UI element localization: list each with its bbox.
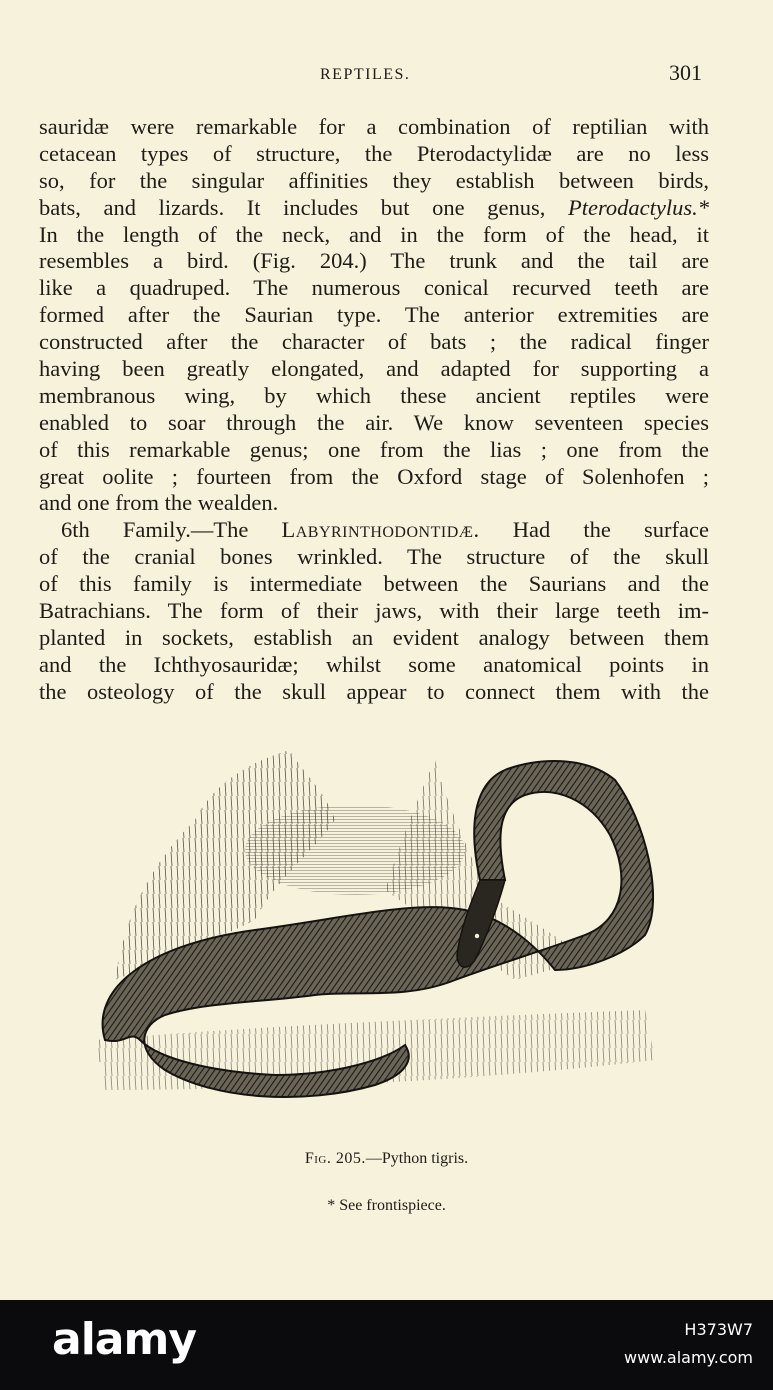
figure-caption [0, 1150, 773, 1168]
python-eye [475, 934, 479, 938]
text-line: Batrachians. The form of their jaws, with their large teeth im- [39, 598, 709, 624]
text-segment: Had the surface [512, 517, 709, 543]
stock-logo: alamy [52, 1314, 196, 1365]
running-head: REPTILES. [320, 66, 411, 83]
text-line: membranous wing, by which these ancient reptiles were [39, 382, 709, 408]
text-line: having been greatly elongated, and adapted for supporting a [39, 356, 709, 382]
text-line: so, for the singular affinities they establish between birds, [39, 167, 709, 193]
stock-watermark-bar [0, 1300, 773, 1390]
text-line: of the cranial bones wrinkled. The structure of the skull [39, 544, 709, 570]
text-line: the osteology of the skull appear to connect them with the [39, 678, 709, 704]
text-line: sauridæ were remarkable for a combination of reptilian with [39, 114, 709, 139]
text-line: and one from the wealden. [39, 490, 279, 516]
text-segment: bats, and lizards. It includes but one genus, [39, 194, 546, 220]
footnote: * See frontispiece. [327, 1197, 446, 1214]
text-line: formed after the Saurian type. The anterior extremities are [39, 302, 709, 328]
family-name: Labyrinthodontidæ. [281, 517, 480, 543]
text-line: enabled to soar through the air. We know seventeen species [39, 409, 709, 435]
text-line: and the Ichthyosauridæ; whilst some anatomical points in [39, 651, 709, 677]
python-engraving [85, 740, 665, 1135]
text-line: resembles a bird. (Fig. 204.) The trunk and the tail are [39, 248, 709, 274]
text-line: planted in sockets, establish an evident analogy between them [39, 624, 709, 650]
text-line: of this family is intermediate between the Saurians and the [39, 571, 709, 597]
text-line: constructed after the character of bats ; the radical finger [39, 329, 709, 355]
python-illustration [85, 740, 665, 1135]
text-line: great oolite ; fourteen from the Oxford stage of Solenhofen ; [39, 463, 709, 489]
text-line: In the length of the neck, and in the form of the head, it [39, 221, 709, 247]
text-line: like a quadruped. The numerous conical recurved teeth are [39, 275, 709, 301]
body-text [39, 114, 709, 706]
text-line-with-genus [39, 195, 709, 222]
figure-number: Fig. 205. [304, 1150, 366, 1167]
stock-image-id: H373W7 [684, 1320, 753, 1339]
stock-url: www.alamy.com [624, 1348, 753, 1367]
figure-title: —Python tigris. [365, 1150, 469, 1167]
page-number: 301 [669, 60, 702, 85]
family-heading-line [39, 517, 709, 544]
genus-name: Pterodactylus.* [567, 194, 709, 220]
family-heading-lead: 6th Family.—The [61, 517, 249, 543]
text-line: of this remarkable genus; one from the lias ; one from the [39, 436, 709, 462]
text-line: cetacean types of structure, the Pterodactylidæ are no less [39, 140, 709, 166]
